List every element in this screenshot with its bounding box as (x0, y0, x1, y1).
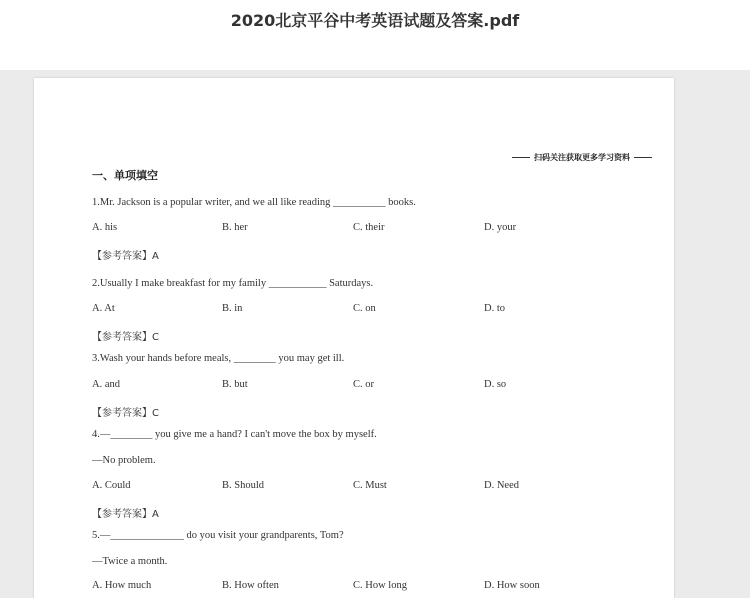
question-2-options (92, 303, 632, 317)
question-4-reply: —No problem. (92, 455, 156, 466)
question-3-answer: 【参考答案】C (92, 408, 159, 419)
page-header-note (508, 152, 656, 163)
option-a: A. and (92, 379, 120, 390)
option-d: D. How soon (484, 580, 540, 591)
question-5-stem: 5.—______________ do you visit your grandparents, Tom? (92, 530, 344, 541)
question-2-stem: 2.Usually I make breakfast for my family ___________ Saturdays. (92, 278, 374, 289)
question-4-stem: 4.—________ you give me a hand? I can't move the box by myself. (92, 429, 377, 440)
option-a: A. Could (92, 480, 131, 491)
pdf-page (34, 78, 674, 598)
question-4-answer: 【参考答案】A (92, 509, 159, 520)
option-a: A. At (92, 303, 115, 314)
option-c: C. their (353, 222, 385, 233)
document-title: 2020北京平谷中考英语试题及答案.pdf (230, 11, 520, 30)
option-d: D. to (484, 303, 505, 314)
question-5-reply: —Twice a month. (92, 556, 168, 567)
option-b: B. but (222, 379, 248, 390)
option-c: C. Must (353, 480, 387, 491)
question-1-stem: 1.Mr. Jackson is a popular writer, and we all like reading __________ books. (92, 197, 416, 208)
option-a: A. How much (92, 580, 152, 591)
header-note-text: 扫码关注获取更多学习资料 (534, 153, 630, 162)
option-b: B. her (222, 222, 248, 233)
option-b: B. in (222, 303, 243, 314)
option-d: D. your (484, 222, 517, 233)
option-c: C. How long (353, 580, 407, 591)
header-rule-left (512, 157, 530, 158)
question-1-answer: 【参考答案】A (92, 251, 159, 262)
title-bar (0, 0, 750, 70)
question-3-options (92, 379, 632, 393)
section-title: 一、单项填空 (92, 169, 158, 182)
option-d: D. Need (484, 480, 519, 491)
question-1-options (92, 222, 632, 236)
question-5-options (92, 580, 632, 594)
question-4-options (92, 480, 632, 494)
header-rule-right (634, 157, 652, 158)
option-a: A. his (92, 222, 118, 233)
option-d: D. so (484, 379, 507, 390)
question-3-stem: 3.Wash your hands before meals, ________ you may get ill. (92, 353, 345, 364)
option-b: B. Should (222, 480, 265, 491)
option-c: C. or (353, 379, 374, 390)
question-2-answer: 【参考答案】C (92, 332, 159, 343)
option-c: C. on (353, 303, 376, 314)
option-b: B. How often (222, 580, 279, 591)
